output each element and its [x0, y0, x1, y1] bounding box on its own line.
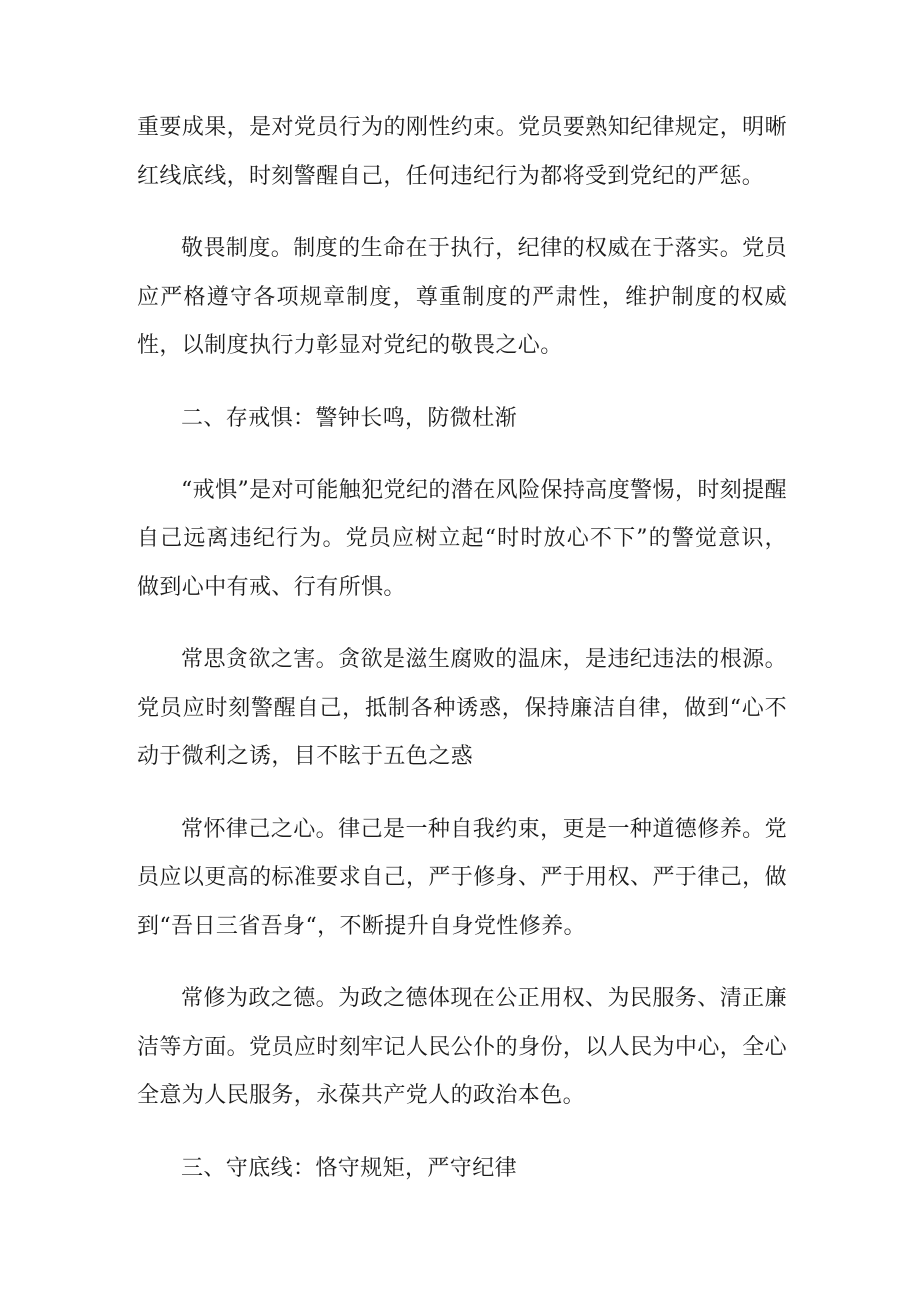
paragraph-self-discipline: 常怀律己之心。律己是一种自我约束，更是一种道德修养。党员应以更高的标准要求自己，严于修身、严于用权、严于律己，做到“吾日三省吾身“，不断提升自身党性修养。 — [137, 816, 787, 939]
paragraph-greed: 常思贪欲之害。贪欲是滋生腐败的温床，是违纪违法的根源。党员应时刻警醒自己，抵制各种诱惑，保持廉洁自律，做到“心不动于微利之诱，目不眩于五色之惑 — [137, 647, 787, 769]
section-heading-2: 二、存戒惧：警钟长鸣，防微杜渐 — [181, 405, 518, 431]
paragraph-vigilance: “戒惧”是对可能触犯党纪的潜在风险保持高度警惕，时刻提醒自己远离违纪行为。党员应树立起“时时放心不下”的警觉意识，做到心中有戒、行有所惧。 — [137, 477, 787, 600]
section-heading-3: 三、守底线：恪守规矩，严守纪律 — [181, 1155, 518, 1181]
document-page — [137, 104, 787, 1193]
paragraph-respect-system: 敬畏制度。制度的生命在于执行，纪律的权威在于落实。党员应严格遵守各项规章制度，尊重制度的严肃性，维护制度的权威性，以制度执行力彰显对党纪的敬畏之心。 — [137, 236, 787, 358]
paragraph-continuation: 重要成果，是对党员行为的刚性约束。党员要熟知纪律规定，明晰红线底线，时刻警醒自己，任何违纪行为都将受到党纪的严惩。 — [137, 115, 787, 189]
paragraph-governance-virtue: 常修为政之德。为政之德体现在公正用权、为民服务、清正廉洁等方面。党员应时刻牢记人民公仆的身份，以人民为中心，全心全意为人民服务，永葆共产党人的政治本色。 — [137, 986, 787, 1108]
